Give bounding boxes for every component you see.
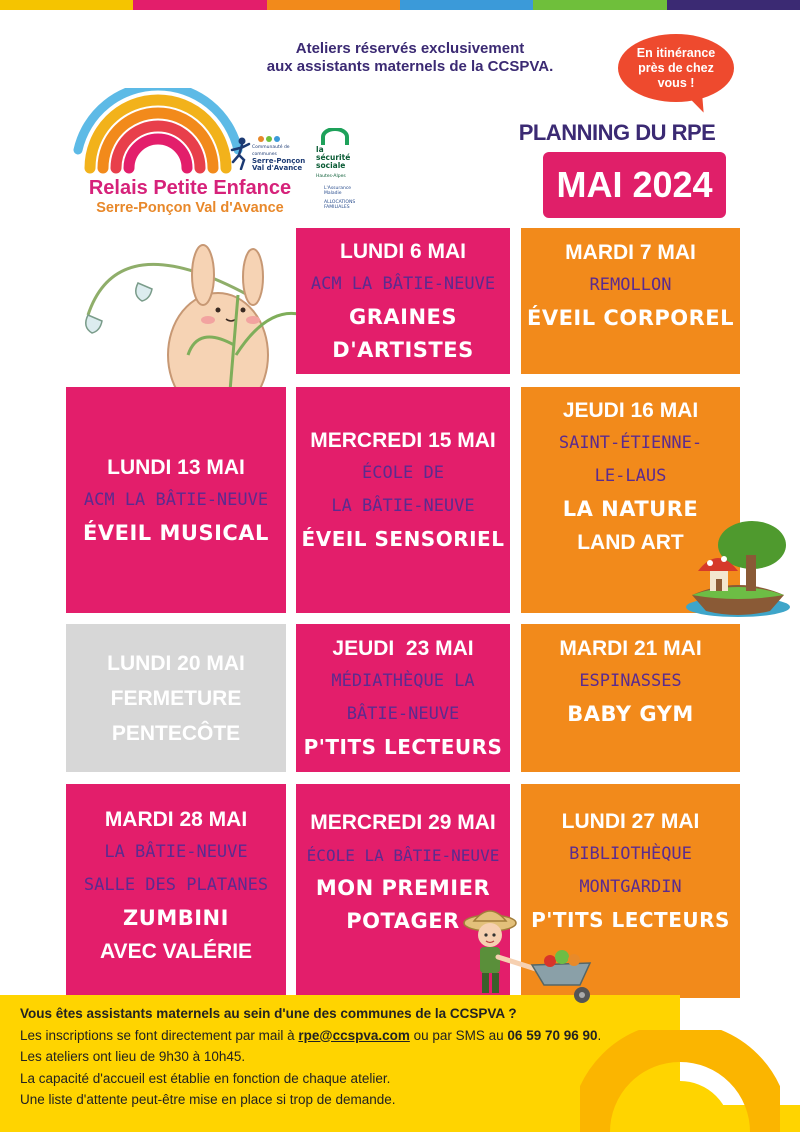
event-date: MARDI 7 MAI	[565, 241, 696, 264]
event-date: LUNDI 6 MAI	[340, 240, 466, 263]
bubble-line2: près de chez	[638, 60, 714, 75]
rpe-logo-subtitle: Serre-Ponçon Val d'Avance	[96, 200, 284, 216]
event-date: MARDI 28 MAI	[104, 808, 248, 831]
event-extra: AVEC VALÉRIE	[99, 940, 253, 963]
event-activity: P'TITS LECTEURS	[303, 735, 503, 759]
event-activity: ÉVEIL SENSORIEL	[301, 527, 505, 551]
event-cell-mardi-28-mai	[66, 784, 286, 998]
event-date: JEUDI 16 MAI	[562, 399, 699, 422]
event-place: ESPINASSES	[579, 671, 682, 691]
event-date: MERCREDI 15 MAI	[310, 429, 496, 452]
info-registration-text: Les inscriptions se font directement par mail à	[20, 1027, 299, 1043]
event-place: REMOLLON	[589, 275, 672, 295]
event-date: MARDI 21 MAI	[559, 637, 702, 660]
event-cell-mardi-7-mai	[521, 228, 740, 374]
event-cell-lundi-20-mai	[66, 624, 286, 772]
event-activity: LA NATURE	[562, 497, 699, 521]
info-text	[20, 1003, 680, 1111]
event-activity: MON PREMIER	[315, 876, 491, 900]
event-cell-lundi-13-mai	[66, 387, 286, 613]
event-place: ÉCOLE DE	[362, 463, 444, 483]
email-link[interactable]: rpe@ccspva.com	[298, 1027, 410, 1043]
event-cell-jeudi-23-mai	[296, 624, 510, 772]
event-activity-cont: D'ARTISTES	[332, 338, 474, 362]
event-activity: ÉVEIL MUSICAL	[83, 520, 269, 545]
secu-line5: Maladie	[324, 191, 342, 196]
event-place: BIBLIOTHÈQUE	[569, 844, 692, 864]
event-activity-cont: POTAGER	[346, 909, 460, 933]
info-registration	[20, 1025, 680, 1047]
event-activity: ZUMBINI	[123, 906, 229, 930]
secu-line6: ALLOCATIONS	[324, 200, 356, 205]
event-activity: BABY GYM	[567, 702, 694, 726]
info-waitlist: Une liste d'attente peut-être mise en place si trop de demande.	[20, 1092, 396, 1107]
event-cell-mercredi-15-mai	[296, 387, 510, 613]
month-badge	[543, 152, 726, 218]
event-cell-lundi-6-mai	[296, 228, 510, 374]
event-place: ÉCOLE LA BÂTIE-NEUVE	[306, 846, 500, 865]
event-place-cont: LA BÂTIE-NEUVE	[331, 496, 475, 516]
event-date: MERCREDI 29 MAI	[310, 811, 496, 834]
planning-title: PLANNING DU RPE	[518, 120, 716, 145]
event-closure: FERMETURE	[110, 686, 242, 710]
securite-sociale-logo	[316, 128, 360, 212]
secu-line1: la sécurité	[316, 145, 351, 162]
secu-line7: FAMILIALES	[324, 205, 350, 210]
runner-icon	[230, 136, 252, 170]
event-place: LA BÂTIE-NEUVE	[104, 842, 248, 862]
top-color-stripe	[0, 0, 800, 10]
event-place: SAINT-ÉTIENNE-	[558, 433, 703, 453]
rpe-logo-title: Relais Petite Enfance	[88, 177, 292, 199]
event-date: LUNDI 27 MAI	[561, 810, 700, 833]
secu-line3: Hautes-Alpes	[316, 174, 346, 179]
event-place-cont: BÂTIE-NEUVE	[346, 704, 460, 724]
ccspva-logo-line1: Communauté de communes	[252, 145, 290, 157]
event-place: ACM LA BÂTIE-NEUVE	[83, 489, 269, 510]
header-note-line2: aux assistants maternels de la CCSPVA.	[266, 58, 554, 75]
event-activity: GRAINES	[348, 305, 458, 329]
secu-line2: sociale	[316, 161, 346, 170]
child-wheelbarrow-illustration	[462, 905, 602, 1005]
event-extra: LAND ART	[577, 531, 684, 554]
bubble-line1: En itinérance	[636, 45, 716, 60]
info-question: Vous êtes assistants maternels au sein d'une des communes de la CCSPVA ?	[20, 1006, 517, 1021]
info-hours: Les ateliers ont lieu de 9h30 à 10h45.	[20, 1049, 246, 1064]
mushroom-island-illustration	[680, 515, 792, 620]
event-activity: ÉVEIL CORPOREL	[526, 306, 735, 330]
event-place: MÉDIATHÈQUE LA	[331, 671, 475, 691]
event-activity: P'TITS LECTEURS	[531, 908, 730, 932]
event-place: ACM LA BÂTIE-NEUVE	[310, 274, 496, 294]
ccspva-logo	[230, 136, 308, 186]
info-registration-end: .	[597, 1027, 602, 1043]
event-closure-reason: PENTECÔTE	[111, 721, 241, 745]
ccspva-logo-line2: Serre-Ponçon	[252, 157, 306, 165]
ccspva-logo-line3: Val d'Avance	[252, 164, 303, 172]
event-place-cont: SALLE DES PLATANES	[83, 875, 269, 895]
secu-line4: L'Assurance	[324, 186, 352, 191]
event-place-cont: LE-LAUS	[594, 466, 667, 486]
info-registration-sms: ou par SMS au	[409, 1027, 508, 1043]
month-label: MAI 2024	[556, 164, 713, 205]
header-note-line1: Ateliers réservés exclusivement	[295, 40, 525, 57]
arch-icon	[320, 128, 350, 146]
event-date: JEUDI 23 MAI	[332, 637, 474, 660]
info-capacity: La capacité d'accueil est établie en fonction de chaque atelier.	[20, 1070, 391, 1086]
event-place-cont: MONTGARDIN	[579, 877, 682, 897]
phone-number: 06 59 70 96 90	[507, 1027, 598, 1043]
event-date: LUNDI 13 MAI	[107, 455, 245, 479]
event-cell-mardi-21-mai	[521, 624, 740, 772]
bubble-line3: vous !	[657, 75, 695, 90]
header-note	[230, 40, 590, 76]
speech-bubble	[618, 34, 734, 102]
event-date: LUNDI 20 MAI	[107, 651, 245, 675]
